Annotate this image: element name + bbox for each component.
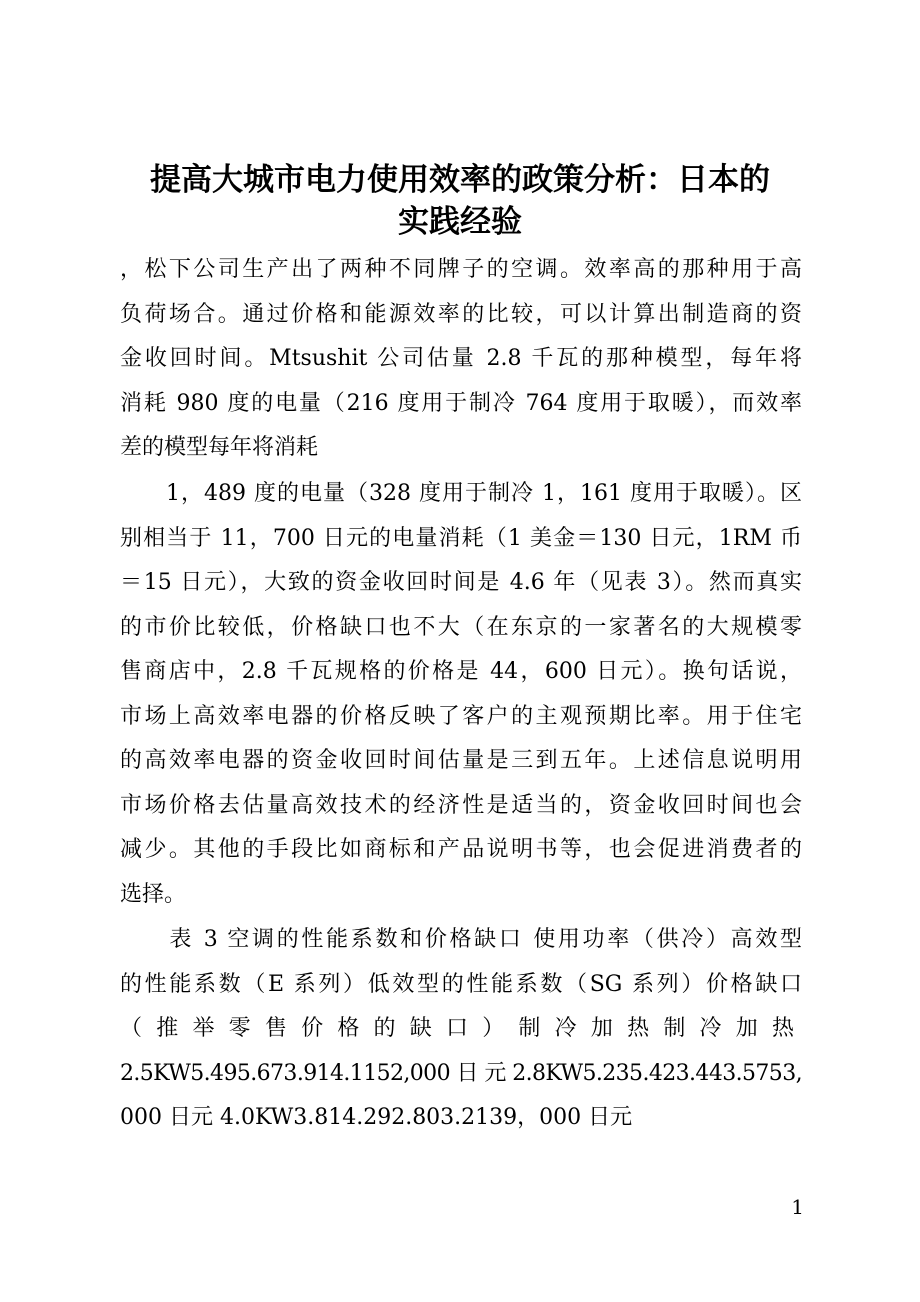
text-line: ＝15 日元），大致的资金收回时间是 4.6 年（见表 3）。然而真实 <box>120 570 802 595</box>
page-number: 1 <box>791 1195 804 1219</box>
text-line: 1，489 度的电量（328 度用于制冷 1，161 度用于取暖）。区 <box>120 481 802 506</box>
text-line: ，松下公司生产出了两种不同牌子的空调。效率高的那种用于高 <box>120 257 802 282</box>
text-line: 别相当于 11，700 日元的电量消耗（1 美金＝130 日元，1RM 币 <box>120 525 802 551</box>
text-line: 2.5KW5.495.673.914.1152,000日元2.8KW5.235.423.443.5753, <box>120 1060 802 1086</box>
body-paragraph-1 <box>120 248 802 471</box>
text-line: 000 日元 4.0KW3.814.292.803.2139，000 日元 <box>120 1105 633 1130</box>
text-line: 市场价格去估量高效技术的经济性是适当的，资金收回时间也会 <box>120 792 802 818</box>
text-line: （推举零售价格的缺口）制冷加热制冷加热 <box>120 1016 802 1041</box>
text-line: 差的模型每年将消耗 <box>120 435 319 460</box>
text-line: 的高效率电器的资金收回时间估量是三到五年。上述信息说明用 <box>120 748 802 773</box>
text-line: 市场上高效率电器的价格反映了客户的主观预期比率。用于住宅 <box>120 703 802 729</box>
text-line: 金收回时间。Mtsushit 公司估量 2.8 千瓦的那种模型，每年将 <box>120 346 802 371</box>
text-line: 消耗 980 度的电量（216 度用于制冷 764 度用于取暖），而效率 <box>120 390 802 416</box>
text-line: 表 3 空调的性能系数和价格缺口 使用功率（供冷）高效型 <box>120 927 802 952</box>
body-paragraph-3 <box>120 918 802 1141</box>
text-line: 的市价比较低，价格缺口也不大（在东京的一家著名的大规模零 <box>120 614 802 640</box>
body-paragraph-2 <box>120 472 802 917</box>
text-line: 选择。 <box>120 881 187 907</box>
document-title-line-2: 实践经验 <box>398 204 522 240</box>
text-line: 负荷场合。通过价格和能源效率的比较，可以计算出制造商的资 <box>120 301 802 327</box>
text-line: 售商店中，2.8 千瓦规格的价格是 44，600 日元）。换句话说， <box>120 659 802 684</box>
document-title-line-1: 提高大城市电力使用效率的政策分析：日本的 <box>150 162 770 198</box>
text-line: 减少。其他的手段比如商标和产品说明书等，也会促进消费者的 <box>120 837 802 862</box>
text-line: 的性能系数（E 系列）低效型的性能系数（SG 系列）价格缺口 <box>120 971 802 997</box>
